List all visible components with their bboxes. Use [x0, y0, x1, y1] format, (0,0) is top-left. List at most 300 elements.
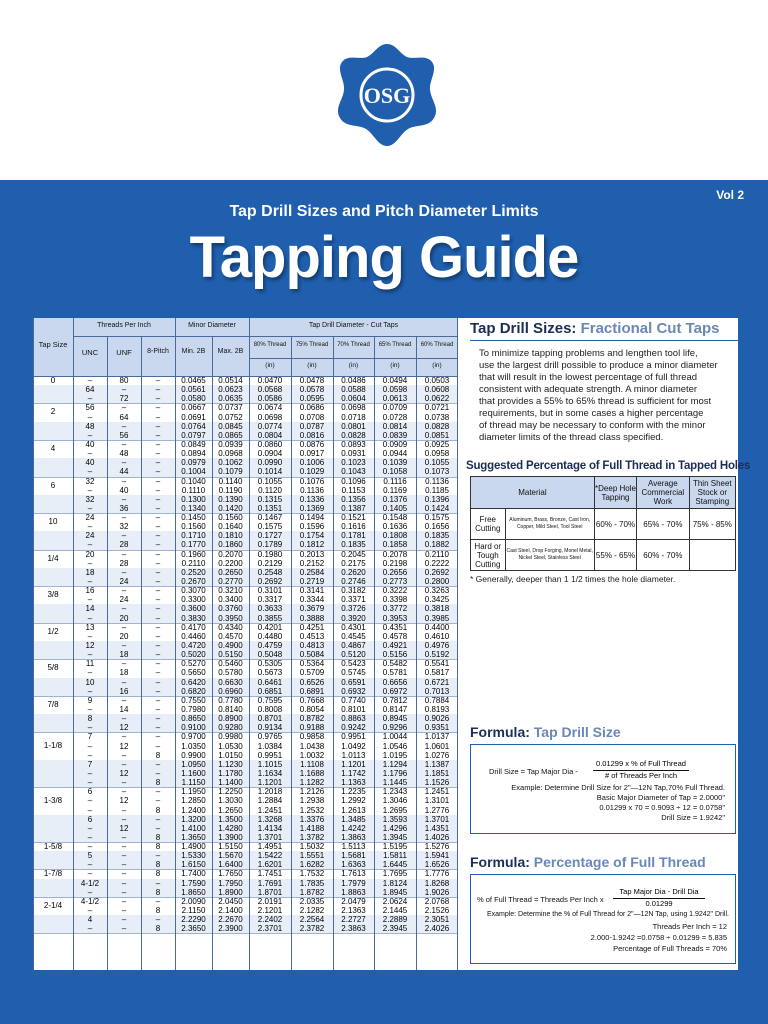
table-row: [33, 897, 458, 906]
table-cell: –: [121, 659, 127, 669]
table-cell: 0.1055: [257, 476, 283, 486]
table-cell: 1.0137: [424, 732, 450, 742]
table-cell: 0.5780: [218, 668, 243, 678]
table-cell: 0.5673: [257, 668, 283, 678]
table-cell: 1.4900: [181, 842, 206, 852]
table-cell: 0.1043: [341, 467, 366, 477]
table-cell: –: [87, 832, 93, 842]
table-cell: 0.4610: [424, 631, 450, 641]
table-cell: 1.1851: [424, 768, 450, 778]
table-cell: –: [121, 385, 127, 395]
table-cell: 1.8782: [299, 887, 325, 897]
table-cell: 1.2343: [382, 787, 408, 797]
table-cell: 1.3945: [382, 832, 408, 842]
table-cell: 1.3376: [299, 814, 325, 824]
table-cell: 1.7776: [424, 869, 450, 879]
table-cell: 0.8900: [218, 714, 243, 724]
table-cell: 0.0849: [181, 439, 206, 449]
table-cell: 0.0698: [257, 412, 283, 422]
material-list: Aluminum, Brass, Bronze, Cast Iron, Copper, Mild Steel, Tool Steel: [505, 509, 594, 540]
table-row: [33, 659, 458, 668]
table-cell: 4-1/2: [80, 896, 100, 906]
table-cell: 1.0384: [257, 741, 283, 751]
table-cell: 0.3726: [341, 604, 366, 614]
table-cell: 0.2692: [424, 567, 450, 577]
table-row: [33, 833, 458, 842]
table-cell: 0.9026: [424, 714, 450, 724]
table-cell: 0.4251: [299, 622, 325, 632]
table-cell: 1.3593: [382, 814, 408, 824]
table-cell: 1.7400: [181, 869, 206, 879]
table-cell: 1.7613: [341, 869, 366, 879]
table-cell: 0.2719: [299, 577, 325, 587]
table-cell: 0.1575: [257, 522, 283, 532]
table-cell: 1.1526: [424, 778, 450, 788]
table-cell: 1.1742: [341, 768, 366, 778]
table-cell: 2.3051: [424, 915, 450, 925]
table-cell: –: [155, 586, 161, 596]
table-cell: 0.4759: [257, 641, 283, 650]
table-cell: 0.5460: [218, 659, 243, 669]
paragraph-line: that provides a 55% to 65% thread is sufficient for most: [479, 396, 712, 407]
table-cell: 72: [119, 394, 129, 404]
table-cell: 0.3600: [181, 604, 206, 614]
table-cell: 0.0737: [218, 403, 243, 413]
table-cell: –: [155, 476, 161, 486]
table-cell: 1.2695: [382, 805, 408, 815]
table-cell: 18: [119, 668, 129, 678]
header-tap-size: Tap Size: [38, 340, 68, 349]
table-cell: 0.9100: [181, 723, 206, 733]
header-pct-80: 80% Thread: [253, 342, 287, 348]
table-cell: 0.1340: [181, 503, 206, 513]
table-cell: –: [87, 723, 93, 733]
table-cell: 1.1108: [300, 759, 324, 769]
table-cell: 0.5305: [257, 659, 283, 669]
table-cell: –: [87, 796, 93, 806]
table-cell: 0.1014: [257, 467, 283, 477]
table-cell: 0.4351: [382, 622, 408, 632]
table-cell: 0.0816: [299, 430, 325, 440]
table-cell: 0.7812: [382, 695, 408, 705]
table-cell: 0.3985: [424, 613, 450, 623]
header-8pitch: 8-Pitch: [147, 348, 169, 355]
table-row: [33, 577, 458, 586]
table-cell: 0.3425: [424, 595, 450, 605]
table-cell: –: [87, 686, 93, 696]
table-cell: 0.5650: [181, 668, 206, 678]
table-cell: 0.0568: [257, 385, 283, 395]
table-cell: –: [121, 851, 127, 861]
table-cell: –: [155, 558, 161, 568]
table-cell: 24: [85, 531, 95, 541]
table-cell: 1.5681: [341, 851, 366, 861]
table-cell: 0.4570: [218, 631, 243, 641]
table-cell: –: [87, 540, 93, 550]
header-pct-70: 70% Thread: [337, 342, 370, 348]
table-cell: 0.3888: [299, 613, 325, 623]
header-tpi: Threads Per Inch: [97, 322, 151, 329]
table-row: [33, 769, 458, 778]
table-cell: –: [87, 376, 93, 385]
table-cell: 1.0113: [341, 750, 366, 760]
table-cell: 2.2670: [218, 915, 243, 925]
header-pct-60: 60% Thread: [420, 342, 454, 348]
material-list: Cast Steel, Drop Forging, Monel Metal, Nickel Steel, Stainless Steel: [505, 540, 594, 571]
table-cell: 0.7884: [424, 695, 450, 705]
table-cell: 0.4813: [299, 641, 325, 650]
table-cell: 0.0580: [181, 394, 206, 404]
table-cell: 0.0797: [181, 430, 206, 440]
table-cell: 0.0667: [181, 403, 206, 413]
table-cell: 0.1858: [382, 540, 408, 550]
table-cell: 0.9351: [424, 723, 450, 733]
table-cell: 0.4201: [257, 622, 283, 632]
table-row: [33, 394, 458, 403]
group-separator: [33, 933, 458, 934]
table-cell: 14: [85, 604, 95, 614]
tap-size-cell: 4: [50, 443, 56, 453]
average-value: 65% - 70%: [637, 509, 690, 540]
table-cell: 0.0774: [257, 421, 283, 431]
table-row: [33, 778, 458, 787]
table-cell: 48: [119, 449, 129, 459]
table-cell: –: [155, 915, 161, 925]
table-cell: 1.4188: [299, 823, 325, 833]
table-cell: 0.4513: [299, 631, 325, 641]
table-cell: 0.3344: [299, 595, 325, 605]
table-cell: 0.4400: [424, 622, 450, 632]
table-cell: 0.1040: [181, 476, 206, 486]
table-cell: 0.3398: [382, 595, 408, 605]
table-cell: 0.2620: [341, 567, 366, 577]
table-cell: 6: [87, 787, 93, 797]
table-cell: 0.0470: [257, 376, 283, 385]
table-cell: 0.1560: [181, 522, 206, 532]
table-cell: –: [155, 622, 161, 632]
heading-rule: [470, 340, 738, 341]
table-cell: 1.1201: [257, 778, 283, 788]
paragraph-line: of thread may be necessary to conform with the minor: [479, 420, 706, 431]
table-cell: 64: [85, 385, 95, 395]
table-cell: –: [155, 604, 161, 614]
svg-text:OSG: OSG: [363, 83, 411, 108]
table-cell: 0.9980: [218, 732, 243, 742]
table-cell: –: [87, 449, 93, 459]
table-cell: 0.1079: [218, 467, 243, 477]
table-cell: 0.6932: [341, 686, 366, 696]
table-cell: 1.3046: [382, 796, 408, 806]
table-row: [33, 815, 458, 824]
table-cell: 0.0561: [181, 385, 206, 395]
table-cell: 0.3818: [424, 604, 450, 614]
table-cell: –: [155, 631, 161, 641]
table-cell: 0.6591: [341, 677, 366, 687]
header-tapdrill: Tap Drill Diameter - Cut Taps: [308, 322, 399, 329]
table-cell: 0.0894: [181, 449, 206, 459]
table-cell: 0.6526: [299, 677, 325, 687]
table-cell: –: [155, 385, 161, 395]
table-cell: 0.0588: [341, 385, 366, 395]
table-cell: 0.0595: [299, 394, 325, 404]
table-cell: –: [121, 814, 127, 824]
table-cell: 0.2770: [218, 577, 243, 587]
table-row: [33, 668, 458, 677]
table-cell: –: [155, 878, 161, 888]
table-row: [33, 723, 458, 732]
table-cell: –: [121, 476, 127, 486]
table-cell: 2.2290: [181, 915, 206, 925]
table-cell: 0.6851: [257, 686, 283, 696]
heading-bold: Formula:: [470, 724, 530, 740]
table-row: [33, 604, 458, 613]
table-cell: 8: [155, 887, 161, 897]
table-cell: 1.2938: [299, 796, 325, 806]
table-cell: 1.3701: [257, 832, 283, 842]
table-cell: 0.1781: [341, 531, 366, 541]
table-cell: 0.0801: [341, 421, 366, 431]
table-cell: 1.3701: [424, 814, 450, 824]
table-cell: 0.0478: [299, 376, 325, 385]
table-cell: 1.7979: [341, 878, 366, 888]
table-cell: 0.1058: [382, 467, 408, 477]
table-body: [33, 376, 458, 970]
table-cell: 20: [85, 549, 95, 559]
table-cell: –: [155, 759, 161, 769]
table-cell: 1.0492: [341, 741, 366, 751]
table-cell: –: [87, 869, 93, 879]
table-cell: –: [155, 449, 161, 459]
table-cell: 0.0851: [424, 430, 450, 440]
table-cell: 1.6526: [424, 860, 450, 870]
table-cell: 2.2402: [257, 915, 283, 925]
table-cell: 0.0979: [181, 458, 206, 468]
table-cell: 1.8701: [257, 887, 283, 897]
formula-line: 0.01299 x 70 = 0.9093 ÷ 12 = 0.0758": [599, 803, 725, 812]
table-cell: –: [87, 650, 93, 660]
table-cell: 8: [155, 805, 161, 815]
table-cell: 24: [85, 513, 95, 523]
formula-numerator: 0.01299 x % of Full Thread: [596, 759, 686, 768]
header-unit: (in): [390, 362, 400, 369]
table-cell: 0.5120: [341, 650, 366, 660]
table-cell: 0.0865: [218, 430, 243, 440]
table-cell: 1.1634: [257, 768, 283, 778]
table-cell: –: [87, 595, 93, 605]
table-cell: 0.0845: [218, 421, 243, 431]
table-cell: 1.5113: [341, 842, 366, 852]
table-cell: 0.3633: [257, 604, 283, 614]
table-cell: 0.1116: [383, 476, 407, 486]
deep-value: 60% - 70%: [594, 509, 636, 540]
table-cell: 0.1396: [424, 494, 450, 504]
table-cell: 0.2045: [341, 549, 366, 559]
table-cell: 0.2198: [382, 558, 408, 568]
table-cell: 8: [155, 750, 161, 760]
table-cell: 18: [119, 650, 129, 660]
table-row: [33, 486, 458, 495]
table-cell: 2.1282: [299, 906, 325, 916]
table-cell: 1.6150: [181, 860, 206, 870]
table-cell: –: [155, 595, 161, 605]
table-cell: 1.1600: [181, 768, 206, 778]
table-cell: 0.0917: [299, 449, 325, 459]
table-cell: 0.2129: [257, 558, 283, 568]
thin-value: [689, 540, 735, 571]
table-cell: –: [121, 695, 127, 705]
table-cell: 1.8650: [181, 887, 206, 897]
table-cell: 0.2070: [218, 549, 243, 559]
table-cell: 0.1376: [382, 494, 408, 504]
header-max2b: Max. 2B: [217, 348, 244, 355]
table-cell: 0.0814: [382, 421, 408, 431]
table-cell: 0.3855: [257, 613, 283, 623]
table-row: [33, 760, 458, 769]
column-divider: [333, 336, 334, 970]
table-cell: 0.1136: [300, 485, 324, 495]
table-cell: 0.1023: [341, 458, 366, 468]
table-cell: 0.1424: [424, 503, 450, 513]
table-cell: –: [121, 604, 127, 614]
table-cell: –: [155, 723, 161, 733]
table-cell: –: [121, 458, 127, 468]
table-cell: 0.1656: [424, 522, 450, 532]
table-cell: 0.1336: [299, 494, 325, 504]
table-cell: 0.2656: [382, 567, 408, 577]
column-divider: [416, 336, 417, 970]
table-cell: –: [87, 485, 93, 495]
table-cell: 0.0708: [299, 412, 325, 422]
table-cell: –: [121, 531, 127, 541]
table-cell: 48: [85, 421, 95, 431]
table-cell: –: [155, 714, 161, 724]
table-cell: 11: [85, 659, 95, 669]
table-cell: 0.0990: [257, 458, 283, 468]
table-cell: 0.6721: [424, 677, 450, 687]
tap-drill-table: [33, 318, 458, 970]
table-cell: 40: [85, 458, 95, 468]
formula-heading-percentage: [470, 854, 706, 870]
table-cell: –: [121, 622, 127, 632]
table-row: [33, 477, 458, 486]
table-cell: 0.1185: [425, 485, 449, 495]
paragraph-line: that will result in the lowest percentage of full thread: [479, 372, 698, 383]
table-cell: 0.4720: [181, 641, 206, 650]
table-cell: 1.2250: [218, 787, 243, 797]
formula-line: Basic Major Diameter of Tap = 2.0000": [596, 793, 725, 802]
table-cell: 0.4921: [382, 641, 408, 650]
table-row: [33, 614, 458, 623]
table-cell: 0.0968: [218, 449, 243, 459]
table-cell: –: [121, 421, 127, 431]
header-unit: (in): [348, 362, 359, 369]
table-cell: 0.8701: [257, 714, 283, 724]
tap-size-cell: 7/8: [47, 699, 59, 709]
table-cell: –: [121, 714, 127, 724]
table-cell: 1.6400: [218, 860, 243, 870]
table-row: [33, 559, 458, 568]
average-value: 60% - 70%: [637, 540, 690, 571]
table-cell: 1.2018: [257, 787, 283, 797]
table-cell: 0.2078: [382, 549, 408, 559]
table-cell: 0.6820: [181, 686, 206, 696]
table-cell: –: [155, 494, 161, 504]
table-cell: 0.1405: [382, 503, 408, 513]
table-cell: 1.8945: [382, 887, 408, 897]
table-cell: –: [87, 503, 93, 513]
table-cell: –: [155, 412, 161, 422]
table-cell: 28: [119, 558, 129, 568]
table-cell: 2.3945: [382, 924, 408, 934]
table-cell: 40: [119, 485, 129, 495]
tap-size-cell: 5/8: [47, 663, 59, 673]
header-pct-75: 75% Thread: [295, 342, 329, 348]
table-cell: 0.1387: [341, 503, 366, 513]
table-cell: 1.0032: [299, 750, 325, 760]
table-cell: 1.4242: [341, 823, 366, 833]
table-cell: 2.1363: [341, 906, 366, 916]
table-cell: 0.3371: [341, 595, 366, 605]
table-cell: 1.3485: [341, 814, 366, 824]
table-cell: 0.4867: [341, 641, 366, 650]
table-header: [33, 318, 458, 377]
table-row: [33, 540, 458, 549]
table-cell: 0.1120: [258, 485, 282, 495]
table-cell: –: [155, 549, 161, 559]
table-cell: 0.2110: [425, 549, 449, 559]
column-divider: [73, 318, 74, 970]
table-cell: 0.1860: [218, 540, 243, 550]
table-row: [33, 513, 458, 522]
table-cell: –: [155, 540, 161, 550]
table-row: [33, 467, 458, 476]
table-cell: –: [121, 750, 127, 760]
table-cell: 1.3500: [218, 814, 243, 824]
table-row: [33, 860, 458, 869]
table-cell: 0.0931: [341, 449, 366, 459]
tap-size-cell: 0: [50, 376, 56, 385]
table-cell: –: [155, 668, 161, 678]
table-cell: 0.2013: [299, 549, 325, 559]
volume-label: Vol 2: [716, 188, 744, 202]
table-cell: –: [155, 485, 161, 495]
table-cell: 0.0904: [257, 449, 283, 459]
table-cell: 0.5423: [341, 659, 366, 669]
table-cell: 0.5020: [181, 650, 206, 660]
table-cell: –: [87, 394, 93, 404]
table-cell: 1.0195: [382, 750, 408, 760]
table-row: [33, 385, 458, 394]
table-cell: 1.4951: [257, 842, 283, 852]
table-cell: 0.0944: [382, 449, 408, 459]
table-cell: 1.5422: [257, 851, 283, 861]
heading-bold: Tap Drill Sizes:: [470, 320, 577, 337]
table-cell: –: [121, 869, 127, 879]
table-cell: –: [87, 778, 93, 788]
table-cell: –: [155, 695, 161, 705]
table-row: [33, 522, 458, 531]
table-cell: 0.7668: [299, 695, 325, 705]
table-cell: –: [155, 503, 161, 513]
table-cell: –: [155, 403, 161, 413]
table-cell: –: [121, 439, 127, 449]
table-cell: –: [87, 860, 93, 870]
table-cell: –: [155, 577, 161, 587]
table-cell: 0.1548: [382, 513, 408, 523]
table-cell: 1.1363: [341, 778, 366, 788]
suggested-header-material: Material: [471, 477, 595, 509]
table-row: [33, 650, 458, 659]
